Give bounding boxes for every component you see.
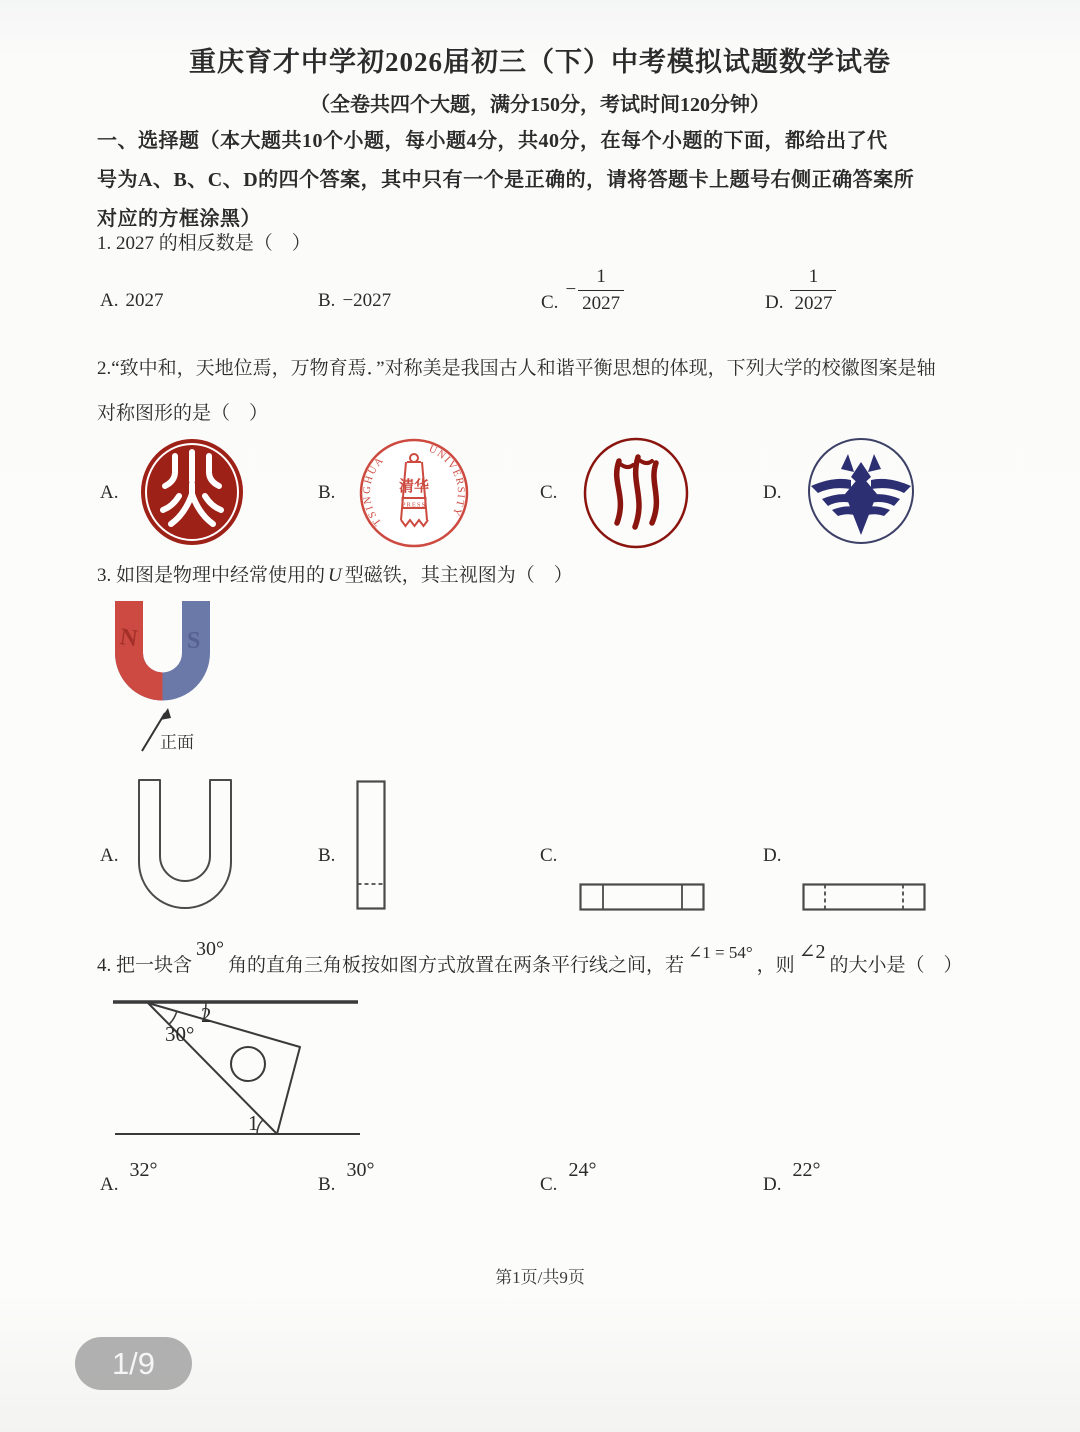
q4-angle-30: 30° [196, 938, 225, 960]
negative-fraction [565, 266, 624, 314]
q3-option-c-label: C. [540, 845, 558, 866]
q4-options-row [0, 1150, 1080, 1200]
option-label: D. [765, 292, 784, 313]
figure-angle-30-label: 30° [165, 1022, 195, 1046]
q1-option-c [541, 266, 624, 314]
page-footer: 第1页/共9页 [495, 1268, 585, 1287]
front-label: 正面 [160, 733, 194, 752]
fraction-denominator: 2027 [790, 290, 836, 314]
q4-option-c [540, 1159, 597, 1196]
section-heading-line1: 一、选择题（本大题共10个小题，每小题4分，共40分，在每个小题的下面，都给出了代 [97, 130, 888, 152]
fraction [578, 266, 624, 314]
bell-center-characters: 清华 [398, 479, 430, 495]
magnet-north-label: N [118, 624, 140, 653]
option-label: C. [541, 292, 559, 313]
figure-angle-2-label: 2 [201, 1003, 212, 1027]
option-value: −2027 [342, 290, 392, 311]
q1-option-a [100, 290, 163, 312]
option-value: 32° [129, 1159, 158, 1181]
q4-stem-p3: ，则 [756, 955, 795, 976]
u-magnet-illustration [112, 598, 292, 760]
fraction-numerator: 1 [596, 266, 606, 288]
q3-option-b-label: B. [318, 845, 336, 866]
figure-angle-1-label: 1 [248, 1111, 259, 1135]
q4-angle1-equals: ∠1 = 54° [688, 943, 753, 962]
fraction-denominator: 2027 [578, 290, 624, 314]
ring-text-right: UNIVERSITY [426, 443, 467, 519]
q2-option-b-label: B. [318, 482, 336, 503]
q2-option-d-label: D. [763, 482, 782, 503]
press-text: PRESS [401, 501, 427, 509]
q4-angle2-ref: ∠2 [798, 941, 826, 963]
fraction-numerator: 1 [808, 266, 819, 288]
fraction [790, 266, 836, 314]
option-value: 22° [792, 1159, 821, 1181]
q1-option-d [765, 266, 836, 314]
ring-text-left: TSINGHUA [361, 454, 387, 528]
q2-option-a-label: A. [100, 482, 119, 503]
q4-stem-p4: 的大小是（ ） [829, 955, 963, 976]
q3-option-a-label: A. [100, 845, 119, 866]
page-title: 重庆育才中学初2026届初三（下）中考模拟试题数学试卷 [189, 47, 891, 77]
q2-option-c-label: C. [540, 482, 558, 503]
option-label: C. [540, 1174, 558, 1195]
wavy-lines-seal-emblem [582, 437, 690, 549]
q3-option-d-figure [802, 883, 926, 911]
q2-stem-line1: 2.“致中和，天地位焉，万物育焉．”对称美是我国古人和谐平衡思想的体现，下列大学的校徽图案是轴 [97, 358, 936, 379]
q3-stem-prefix: 3. 如图是物理中经常使用的 [97, 565, 326, 586]
section-heading-line2: 号为A、B、C、D的四个答案，其中只有一个是正确的，请将答题卡上题号右侧正确答案所 [97, 169, 915, 191]
q4-option-a [100, 1159, 158, 1196]
q1-stem: 1. 2027 的相反数是（ ） [97, 233, 311, 254]
option-value: 2027 [125, 290, 164, 311]
q4-stem-p2: 角的直角三角板按如图方式放置在两条平行线之间，若 [228, 955, 685, 976]
exam-subtitle: （全卷共四个大题，满分150分，考试时间120分钟） [310, 94, 770, 116]
q4-option-d [763, 1159, 821, 1196]
q3-stem [97, 560, 573, 587]
q4-stem-p1: 4. 把一块含 [97, 955, 193, 976]
option-value: 30° [346, 1159, 375, 1181]
q3-stem-suffix: 型磁铁，其主视图为（ ） [344, 565, 573, 586]
q3-option-a-figure [137, 778, 233, 912]
peking-university-emblem [138, 437, 246, 547]
q4-stem [97, 938, 963, 977]
option-label: A. [100, 290, 119, 311]
minus-sign: − [565, 279, 577, 301]
q3-option-c-figure [579, 883, 705, 911]
page-indicator-text: 1/9 [111, 1345, 156, 1381]
q1-option-b [318, 290, 391, 312]
q3-option-d-label: D. [763, 845, 782, 866]
section-heading-line3: 对应的方框涂黑） [97, 208, 261, 230]
q1-options-row [0, 250, 1080, 314]
triangle-parallel-lines-figure [105, 995, 405, 1145]
option-label: B. [318, 290, 336, 311]
q4-option-b [318, 1159, 375, 1196]
option-value: 24° [568, 1159, 597, 1181]
tsinghua-university-press-emblem [356, 437, 472, 549]
blue-eagle-emblem [803, 437, 919, 549]
option-label: B. [318, 1174, 336, 1195]
page-indicator-badge [75, 1337, 192, 1390]
q3-stem-u: U [328, 565, 342, 586]
q2-stem-line2: 对称图形的是（ ） [97, 403, 269, 424]
magnet-south-label: S [187, 628, 201, 654]
q3-option-b-figure [356, 780, 386, 910]
option-label: A. [100, 1174, 119, 1195]
option-label: D. [763, 1174, 782, 1195]
